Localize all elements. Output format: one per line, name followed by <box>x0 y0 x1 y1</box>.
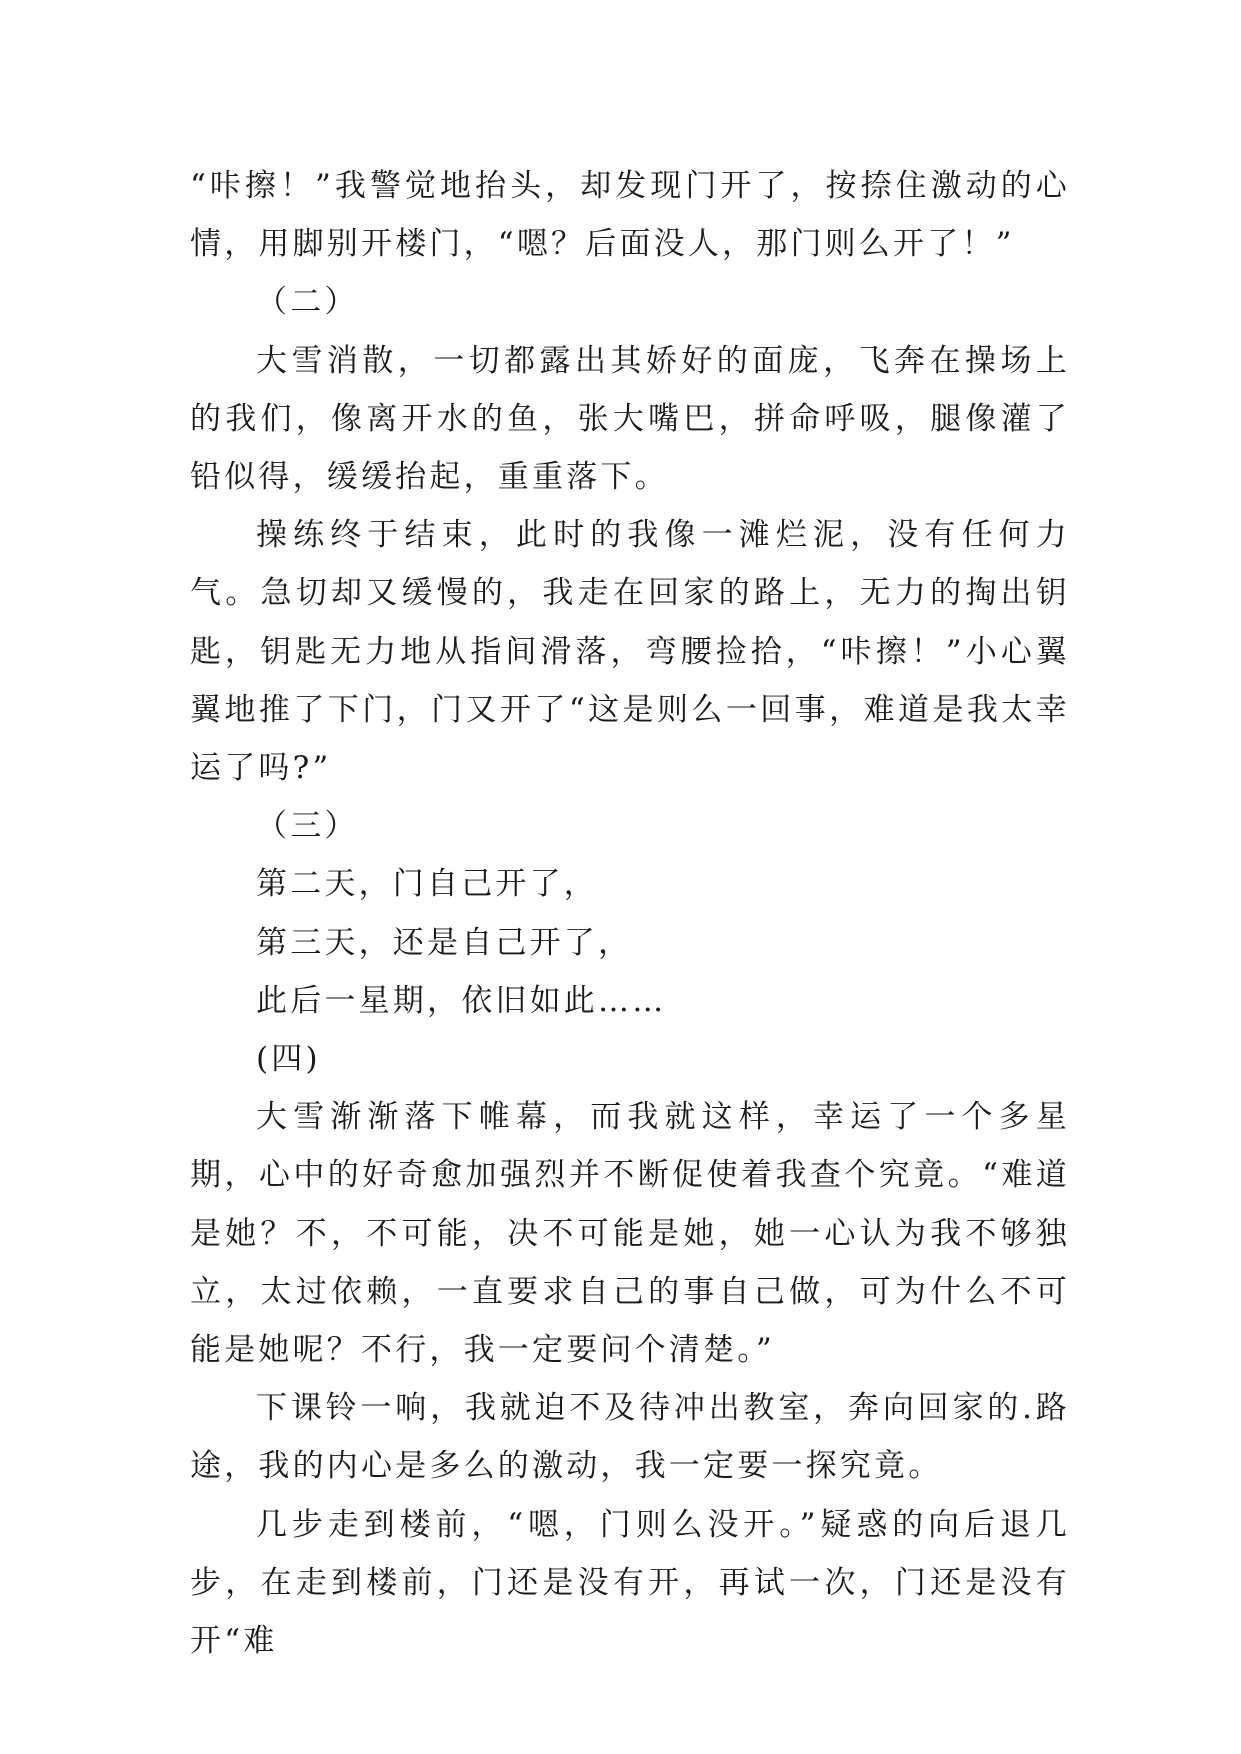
section-heading-3: （三） <box>256 808 359 845</box>
document-body <box>190 157 1070 1670</box>
paragraph-bell: 下课铃一响，我就迫不及待冲出教室，奔向回家的.路途，我的内心是多么的激动，我一定要一探究竟。 <box>190 1390 1070 1485</box>
section-heading-4: (四) <box>256 1041 321 1078</box>
paragraph-3: 大雪消散，一切都露出其娇好的面庞，飞奔在操场上的我们，像离开水的鱼，张大嘴巴，拼命呼吸，腿像灌了铅似得，缓缓抬起，重重落下。 <box>190 342 1070 496</box>
paragraph-1: “咔擦！”我警觉地抬头，却发现门开了，按捺住激动的心情，用脚别开楼门，“嗯？后面没人，那门则么开了！” <box>190 168 1070 263</box>
section-heading-2: （二） <box>256 284 359 321</box>
paragraph-door: 几步走到楼前，“嗯，门则么没开。”疑惑的向后退几步，在走到楼前，门还是没有开，再试一次，门还是没有开“难 <box>190 1506 1070 1660</box>
paragraph-day-three: 第三天，还是自己开了， <box>256 924 633 961</box>
paragraph-week-after: 此后一星期，依旧如此…… <box>256 982 667 1019</box>
paragraph-4: 操练终于结束，此时的我像一滩烂泥，没有任何力气。急切却又缓慢的，我走在回家的路上，无力的掏出钥匙，钥匙无力地从指间滑落，弯腰捡拾，“咔擦！”小心翼翼地推了下门，门又开了“这是则么一回事，难道是我太幸运了吗?” <box>190 517 1070 787</box>
paragraph-curiosity: 大雪渐渐落下帷幕，而我就这样，幸运了一个多星期，心中的好奇愈加强烈并不断促使着我查个究竟。“难道是她？不，不可能，决不可能是她，她一心认为我不够独立，太过依赖，一直要求自己的事自己做，可为什么不可能是她呢？不行，我一定要问个清楚。” <box>190 1099 1070 1369</box>
paragraph-day-two: 第二天，门自己开了， <box>256 866 598 903</box>
